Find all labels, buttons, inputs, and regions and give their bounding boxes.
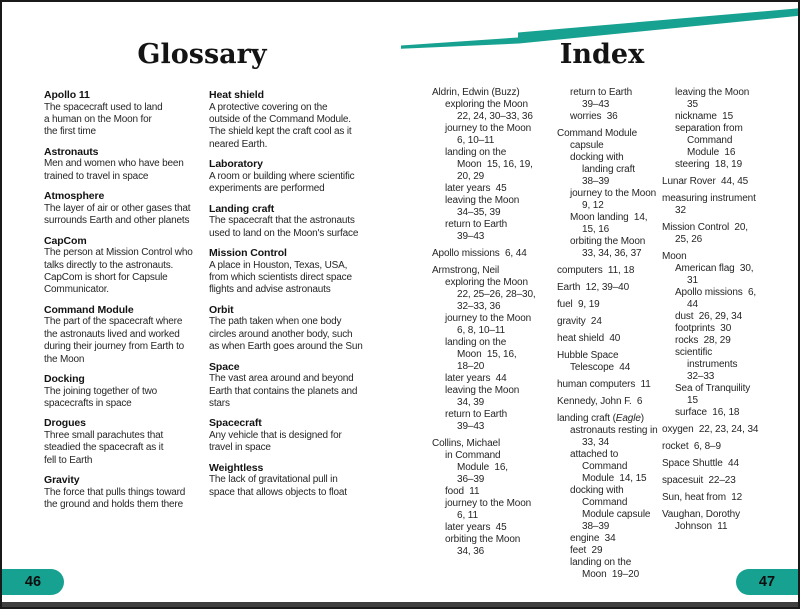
index-line: Moon 19–20: [582, 569, 640, 580]
index-line: later years 45: [445, 522, 507, 533]
index-line: 31: [687, 275, 698, 286]
index-line: nickname 15: [675, 111, 734, 122]
glossary-entry: [44, 190, 206, 227]
index-entry-group: [662, 424, 758, 436]
index-line: Mission Control 20,: [662, 222, 748, 233]
glossary-definition-line: Men and women who have been: [44, 158, 184, 170]
index-line: 15: [687, 395, 698, 406]
index-line: 44: [687, 299, 698, 310]
index-entry-group: [557, 282, 658, 294]
index-line: in Command: [445, 450, 501, 461]
index-line: 34, 39: [457, 397, 485, 408]
glossary-term: Drogues: [44, 417, 86, 430]
glossary-definition-line: The layer of air or other gases that: [44, 202, 191, 214]
index-line: Aldrin, Edwin (Buzz): [432, 87, 520, 98]
glossary-definition-line: The path taken when one body: [209, 316, 342, 328]
index-line: rocks 28, 29: [675, 335, 731, 346]
index-line: 36–39: [457, 474, 485, 485]
glossary-definition-line: The spacecraft used to land: [44, 101, 163, 113]
index-entry-group: [432, 248, 536, 260]
index-line: docking with: [570, 485, 624, 496]
index-column-1: [432, 87, 536, 563]
index-line: later years 44: [445, 373, 507, 384]
index-line: 22, 24, 30–33, 36: [457, 111, 533, 122]
index-entry-group: [662, 222, 758, 246]
index-line: 33, 34: [582, 437, 610, 448]
index-line: 39–43: [457, 421, 485, 432]
glossary-definition-line: Communicator.: [44, 284, 109, 296]
index-line: Moon landing 14,: [570, 212, 648, 223]
index-italic-text: Eagle: [615, 413, 641, 424]
index-entry-group: [557, 350, 658, 374]
index-line: 35: [687, 99, 698, 110]
glossary-definition-line: the Moon: [44, 353, 85, 365]
index-line: oxygen 22, 23, 24, 34: [662, 424, 759, 435]
index-line: dust 26, 29, 34: [675, 311, 743, 322]
glossary-definition-line: the ground and holds them there: [44, 499, 183, 511]
index-line: Module 14, 15: [582, 473, 647, 484]
index-entry-group: [662, 458, 758, 470]
glossary-entry: [44, 146, 206, 183]
glossary-definition-line: spacecrafts in space: [44, 398, 132, 410]
index-line: Moon: [662, 251, 687, 262]
glossary-definition-line: The vast area around and beyond: [209, 373, 354, 385]
page-number-badge-left: [2, 569, 64, 595]
glossary-entry: [209, 417, 387, 454]
index-line: return to Earth: [445, 409, 508, 420]
index-line: Lunar Rover 44, 45: [662, 176, 749, 187]
index-line: journey to the Moon: [445, 123, 532, 134]
index-page-title: Index: [559, 39, 645, 70]
index-line: return to Earth: [570, 87, 633, 98]
index-line: landing craft: [582, 164, 635, 175]
glossary-term: Laboratory: [209, 158, 263, 171]
index-line: 33, 34, 36, 37: [582, 248, 642, 259]
index-line: leaving the Moon: [675, 87, 750, 98]
page-number-badge-right: [736, 569, 798, 595]
glossary-term: Heat shield: [209, 89, 264, 101]
index-line: later years 45: [445, 183, 507, 194]
index-line: engine 34: [570, 533, 616, 544]
glossary-entry: [209, 89, 387, 151]
index-line: Vaughan, Dorothy: [662, 509, 740, 520]
index-entry-group: [557, 396, 658, 408]
index-line: Earth 12, 39–40: [557, 282, 630, 293]
index-line: capsule: [570, 140, 604, 151]
glossary-entry: [209, 361, 387, 411]
glossary-definition-line: space that allows objects to float: [209, 486, 347, 498]
glossary-definition-line: talks directly to the astronauts.: [44, 259, 174, 271]
glossary-term: Mission Control: [209, 247, 287, 260]
index-line: 9, 12: [582, 200, 604, 211]
index-entry-group: [557, 87, 658, 123]
glossary-definition-line: as when Earth goes around the Sun: [209, 341, 363, 353]
glossary-definition-line: Any vehicle that is designed for: [209, 430, 342, 442]
glossary-definition-line: fell to Earth: [44, 454, 93, 466]
glossary-term: Apollo 11: [44, 89, 90, 101]
glossary-definition-line: Three small parachutes that: [44, 430, 164, 442]
index-line: Sea of Tranquility: [675, 383, 751, 394]
index-line: Johnson 11: [675, 521, 728, 532]
index-line: Apollo missions 6, 44: [432, 248, 527, 259]
index-entry-group: [557, 265, 658, 277]
index-column-3: [662, 87, 758, 538]
index-line: 6, 10–11: [457, 135, 495, 146]
index-line: journey to the Moon: [445, 498, 532, 509]
page-number: 46: [24, 574, 42, 590]
index-entry-group: [557, 379, 658, 391]
glossary-definition-line: The lack of gravitational pull in: [209, 474, 338, 486]
index-line: 32: [675, 205, 686, 216]
index-line: measuring instrument: [662, 193, 756, 204]
index-line: orbiting the Moon: [570, 236, 646, 247]
glossary-definition-line: A place in Houston, Texas, USA,: [209, 259, 348, 271]
glossary-term: Astronauts: [44, 145, 99, 158]
glossary-definition-line: The part of the spacecraft where: [44, 316, 183, 328]
index-line: 20, 29: [457, 171, 485, 182]
index-entry-group: [662, 509, 758, 533]
glossary-entry: [44, 304, 206, 366]
index-entry-group: [557, 128, 658, 260]
glossary-entry: [44, 417, 206, 467]
glossary-definition-line: the astronauts lived and worked: [44, 328, 180, 340]
index-line: leaving the Moon: [445, 195, 520, 206]
glossary-column-right: [209, 89, 387, 506]
index-line: Command: [582, 497, 628, 508]
glossary-definition-line: CapCom is short for Capsule: [44, 272, 168, 284]
index-line: Moon 15, 16,: [457, 349, 517, 360]
glossary-definition-line: during their journey from Earth to: [44, 341, 185, 353]
index-line: surface 16, 18: [675, 407, 740, 418]
glossary-definition-line: the first time: [44, 126, 96, 138]
index-line: astronauts resting in: [570, 425, 658, 436]
glossary-definition-line: The joining together of two: [44, 385, 157, 397]
index-line: 18–20: [457, 361, 485, 372]
index-line: journey to the Moon: [445, 313, 532, 324]
index-line: fuel 9, 19: [557, 299, 600, 310]
index-line: 38–39: [582, 176, 610, 187]
index-line: Command Module: [557, 128, 638, 139]
index-line: Space Shuttle 44: [662, 458, 739, 469]
glossary-definition-line: neared Earth.: [209, 138, 268, 150]
index-column-2: [557, 87, 658, 586]
glossary-term: Spacecraft: [209, 417, 262, 430]
glossary-definition-line: experiments are performed: [209, 183, 325, 195]
index-line: 39–43: [582, 99, 610, 110]
index-line: attached to: [570, 449, 619, 460]
index-line: exploring the Moon: [445, 277, 528, 288]
index-line: steering 18, 19: [675, 159, 743, 170]
glossary-term: Space: [209, 360, 240, 373]
index-line: leaving the Moon: [445, 385, 520, 396]
index-line: docking with: [570, 152, 624, 163]
glossary-term: Gravity: [44, 474, 80, 487]
index-entry-group: [557, 299, 658, 311]
index-line: 22, 25–26, 28–30,: [457, 289, 536, 300]
glossary-entry: [209, 247, 387, 297]
index-line: return to Earth: [445, 219, 508, 230]
index-line: scientific: [675, 347, 713, 358]
glossary-term: Landing craft: [209, 202, 275, 215]
glossary-definition-line: A room or building where scientific: [209, 170, 355, 182]
index-line: landing on the: [445, 337, 507, 348]
index-line: Telescope 44: [570, 362, 631, 373]
index-entry-group: [432, 438, 536, 558]
index-entry-group: [557, 333, 658, 345]
glossary-entry: [44, 89, 206, 139]
index-entry-group: [557, 316, 658, 328]
index-line: Collins, Michael: [432, 438, 501, 449]
index-entry-group: [662, 176, 758, 188]
index-line: Armstrong, Neil: [432, 265, 500, 276]
glossary-definition-line: trained to travel in space: [44, 170, 149, 182]
glossary-entry: [44, 235, 206, 297]
index-line: computers 11, 18: [557, 265, 635, 276]
glossary-entry: [209, 203, 387, 240]
index-line: gravity 24: [557, 316, 602, 327]
index-line: Hubble Space: [557, 350, 619, 361]
glossary-column-left: [44, 89, 206, 519]
index-line: orbiting the Moon: [445, 534, 521, 545]
glossary-term: Atmosphere: [44, 190, 105, 203]
index-line: 6, 11: [457, 510, 478, 521]
glossary-definition-line: circles around another body, such: [209, 328, 353, 340]
page-bottom-edge: [2, 602, 798, 607]
index-line: feet 29: [570, 545, 603, 556]
glossary-page-title: Glossary: [137, 39, 267, 70]
index-line: landing craft (Eagle): [557, 413, 644, 424]
index-line: Module capsule: [582, 509, 651, 520]
index-line: journey to the Moon: [570, 188, 657, 199]
index-line: footprints 30: [675, 323, 732, 334]
page-number: 47: [758, 574, 776, 590]
index-line: separation from: [675, 123, 743, 134]
index-line: 38–39: [582, 521, 610, 532]
index-line: Command: [687, 135, 733, 146]
index-page: [402, 2, 800, 607]
glossary-definition-line: Earth that contains the planets and: [209, 385, 358, 397]
index-line: Command: [582, 461, 628, 472]
index-line: 15, 16: [582, 224, 610, 235]
index-line: 6, 8, 10–11: [457, 325, 505, 336]
index-line: 25, 26: [675, 234, 703, 245]
index-line: 32–33: [687, 371, 715, 382]
index-entry-group: [662, 492, 758, 504]
index-line: heat shield 40: [557, 333, 621, 344]
index-line: American flag 30,: [675, 263, 754, 274]
glossary-entry: [209, 304, 387, 354]
glossary-term: Orbit: [209, 303, 234, 316]
index-entry-group: [662, 193, 758, 217]
index-line: 32–33, 36: [457, 301, 501, 312]
index-line: human computers 11: [557, 379, 651, 390]
index-entry-group: [662, 87, 758, 171]
index-entry-group: [557, 413, 658, 581]
glossary-page: [2, 2, 402, 607]
glossary-entry: [209, 158, 387, 195]
glossary-definition-line: The force that pulls things toward: [44, 486, 186, 498]
glossary-definition-line: travel in space: [209, 442, 271, 454]
index-line: exploring the Moon: [445, 99, 528, 110]
glossary-definition-line: outside of the Command Module.: [209, 114, 351, 125]
glossary-definition-line: The spacecraft that the astronauts: [209, 215, 355, 227]
glossary-entry: [44, 474, 206, 511]
index-line: food 11: [445, 486, 480, 497]
index-line: landing on the: [570, 557, 632, 568]
index-line: worries 36: [570, 111, 618, 122]
glossary-entry: [44, 373, 206, 410]
index-line: Sun, heat from 12: [662, 492, 743, 503]
glossary-definition-line: flights and advise astronauts: [209, 284, 331, 296]
index-line: Kennedy, John F. 6: [557, 396, 643, 407]
index-line: 39–43: [457, 231, 485, 242]
index-line: instruments: [687, 359, 738, 370]
glossary-term: Weightless: [209, 461, 264, 474]
glossary-definition-line: steadied the spacecraft as it: [44, 442, 164, 454]
glossary-term: CapCom: [44, 234, 87, 247]
glossary-definition-line: surrounds Earth and other planets: [44, 215, 190, 227]
glossary-term: Command Module: [44, 303, 134, 316]
index-entry-group: [662, 251, 758, 419]
index-entry-group: [662, 475, 758, 487]
glossary-definition-line: A protective covering on the: [209, 101, 328, 113]
index-line: Module 16,: [457, 462, 508, 473]
glossary-definition-line: stars: [209, 398, 230, 410]
glossary-definition-line: The shield kept the craft cool as it: [209, 126, 352, 138]
index-entry-group: [432, 265, 536, 433]
index-line: spacesuit 22–23: [662, 475, 736, 486]
index-line: Module 16: [687, 147, 736, 158]
glossary-definition-line: used to land on the Moon's surface: [209, 227, 359, 239]
glossary-definition-line: a human on the Moon for: [44, 114, 152, 125]
index-line: 34, 36: [457, 546, 485, 557]
index-line: 34–35, 39: [457, 207, 501, 218]
index-line: rocket 6, 8–9: [662, 441, 721, 452]
glossary-definition-line: The person at Mission Control who: [44, 247, 193, 259]
index-line: landing on the: [445, 147, 507, 158]
glossary-definition-line: from which scientists direct space: [209, 272, 352, 284]
index-line: Moon 15, 16, 19,: [457, 159, 533, 170]
glossary-entry: [209, 462, 387, 499]
index-line: Apollo missions 6,: [675, 287, 757, 298]
index-entry-group: [662, 441, 758, 453]
index-entry-group: [432, 87, 536, 243]
glossary-term: Docking: [44, 373, 85, 386]
